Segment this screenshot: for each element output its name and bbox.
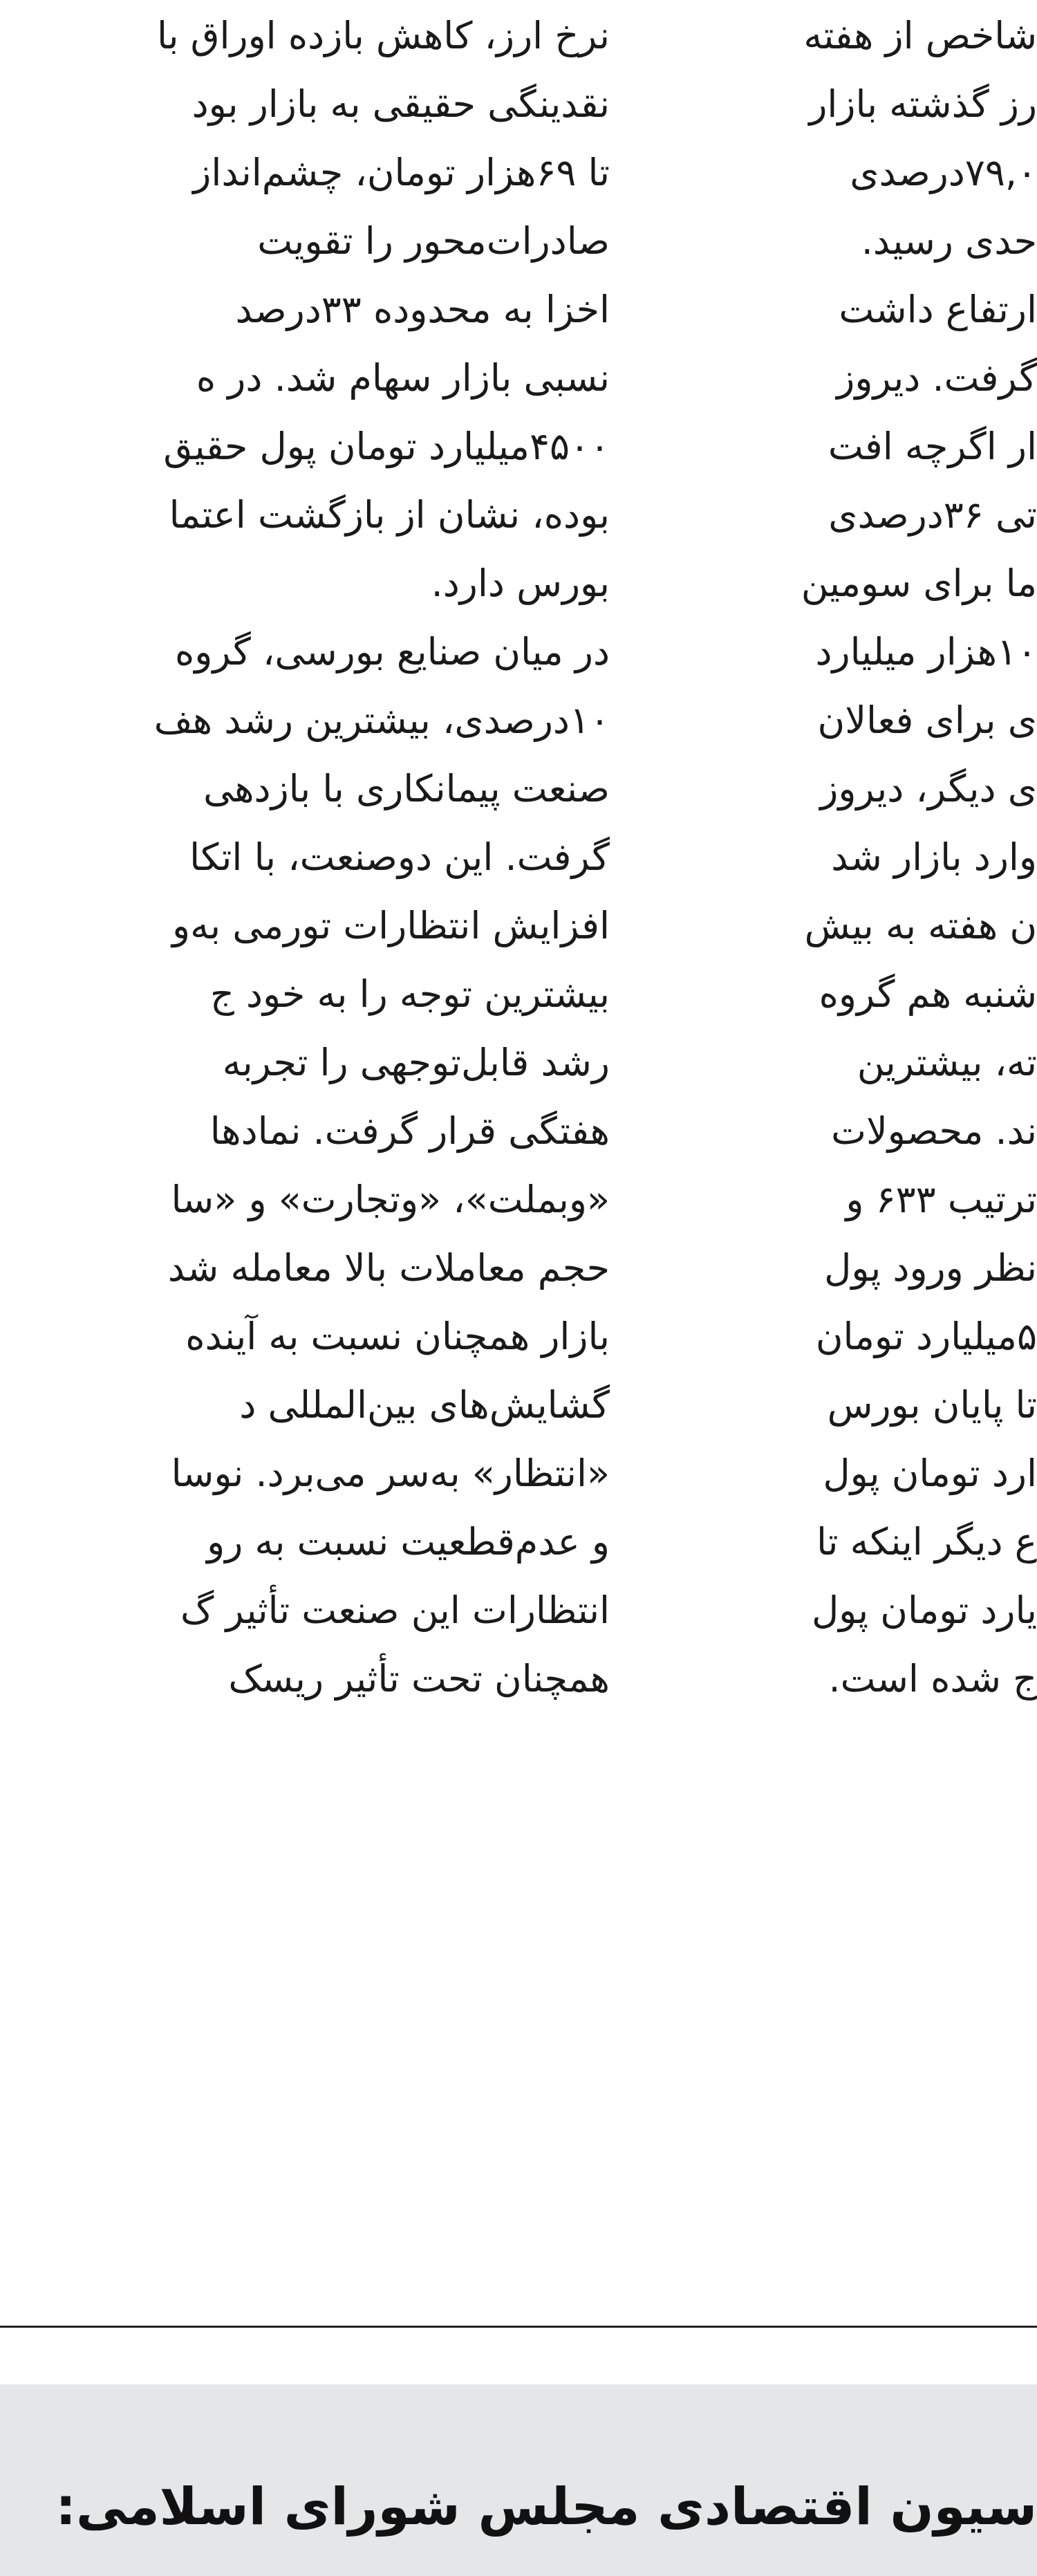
article-line: در میان صنایع بورسی، گروه	[174, 630, 610, 674]
article-line: وارد بازار شد	[831, 835, 1037, 879]
article-line: ته، بیشترین	[857, 1041, 1037, 1084]
article-line: ما برای سومین	[801, 562, 1037, 605]
article-line: تا پایان بورس	[827, 1383, 1037, 1427]
article-line: ی برای فعالان	[817, 698, 1037, 742]
article-line: تا ۶۹هزار تومان، چشم‌انداز	[193, 151, 610, 194]
article-line: گشایش‌های بین‌المللی د	[239, 1383, 610, 1427]
article-line: ترتیب ۶۳۳ و	[846, 1178, 1037, 1221]
article-line: «انتظار» به‌سر می‌برد. نوسا	[171, 1452, 610, 1495]
article-line: گرفت. دیروز	[837, 356, 1037, 400]
article-line: ۴۵۰۰میلیارد تومان پول حقیق	[163, 425, 610, 468]
article-line: ار اگرچه افت	[828, 425, 1037, 468]
article-line: «وبملت»، «وتجارت» و «سا	[171, 1178, 610, 1221]
article-line: یارد تومان پول	[811, 1588, 1037, 1632]
article-line: هفتگی قرار گرفت. نمادها	[209, 1109, 610, 1153]
article-line: رز گذشته بازار	[809, 82, 1037, 126]
article-line: ارد تومان پول	[823, 1452, 1037, 1495]
next-article-headline: سیون اقتصادی مجلس شورای اسلامی:	[55, 2477, 1037, 2537]
article-line: حجم معاملات بالا معامله شد	[167, 1246, 610, 1290]
article-line: نقدینگی حقیقی به بازار بود	[191, 82, 610, 126]
article-line: صنعت پیمانکاری با بازدهی	[203, 767, 610, 810]
article-line: ن هفته به بیش	[804, 904, 1037, 947]
article-line: ۱۰هزار میلیارد	[815, 630, 1037, 674]
article-line: حدی رسید.	[861, 219, 1037, 263]
article-line: نرخ ارز، کاهش بازده اوراق با	[156, 14, 610, 57]
article-line: صادرات‌محور را تقویت	[257, 219, 610, 263]
article-line: شاخص از هفته	[803, 14, 1037, 57]
article-line: انتظارات این صنعت تأثیر گ	[180, 1588, 610, 1632]
article-line: ۱۰درصدی، بیشترین رشد هف	[153, 698, 610, 742]
article-line: ارتفاع داشت	[839, 288, 1037, 331]
article-line: گرفت. این دوصنعت، با اتکا	[189, 835, 610, 879]
article-line: اخزا به محدوده ۳۳درصد	[235, 288, 610, 331]
article-line: شنبه هم گروه	[819, 972, 1037, 1016]
article-line: افزایش انتظارات تورمی به‌و	[172, 904, 610, 947]
article-line: ی دیگر، دیروز	[820, 767, 1037, 810]
article-line: بیشترین توجه را به خود ج	[209, 972, 610, 1016]
article-line: بوده، نشان از بازگشت اعتما	[169, 493, 610, 537]
article-line: ند. محصولات	[831, 1109, 1037, 1153]
article-line: ع دیگر اینکه تا	[816, 1520, 1037, 1564]
article-column-right	[708, 1, 1037, 1713]
article-line: همچنان تحت تأثیر ریسک	[228, 1657, 610, 1701]
article-column-left	[0, 1, 610, 1713]
article-line: ۵میلیارد تومان	[815, 1315, 1037, 1358]
article-line: بورس دارد.	[431, 562, 610, 605]
article-line: بازار همچنان نسبت به آینده	[185, 1315, 610, 1358]
article-line: نسبی بازار سهام شد. در ه	[196, 356, 610, 400]
section-divider	[0, 2326, 1037, 2328]
article-line: نظر ورود پول	[824, 1246, 1037, 1290]
article-line: و عدم‌قطعیت نسبت به رو	[207, 1520, 610, 1564]
article-line: رشد قابل‌توجهی را تجربه	[222, 1041, 610, 1084]
article-line: تی ۳۶درصدی	[828, 493, 1037, 537]
article-line: ج شده است.	[828, 1657, 1037, 1701]
article-line: ۷۹,۰درصدی	[850, 151, 1037, 194]
